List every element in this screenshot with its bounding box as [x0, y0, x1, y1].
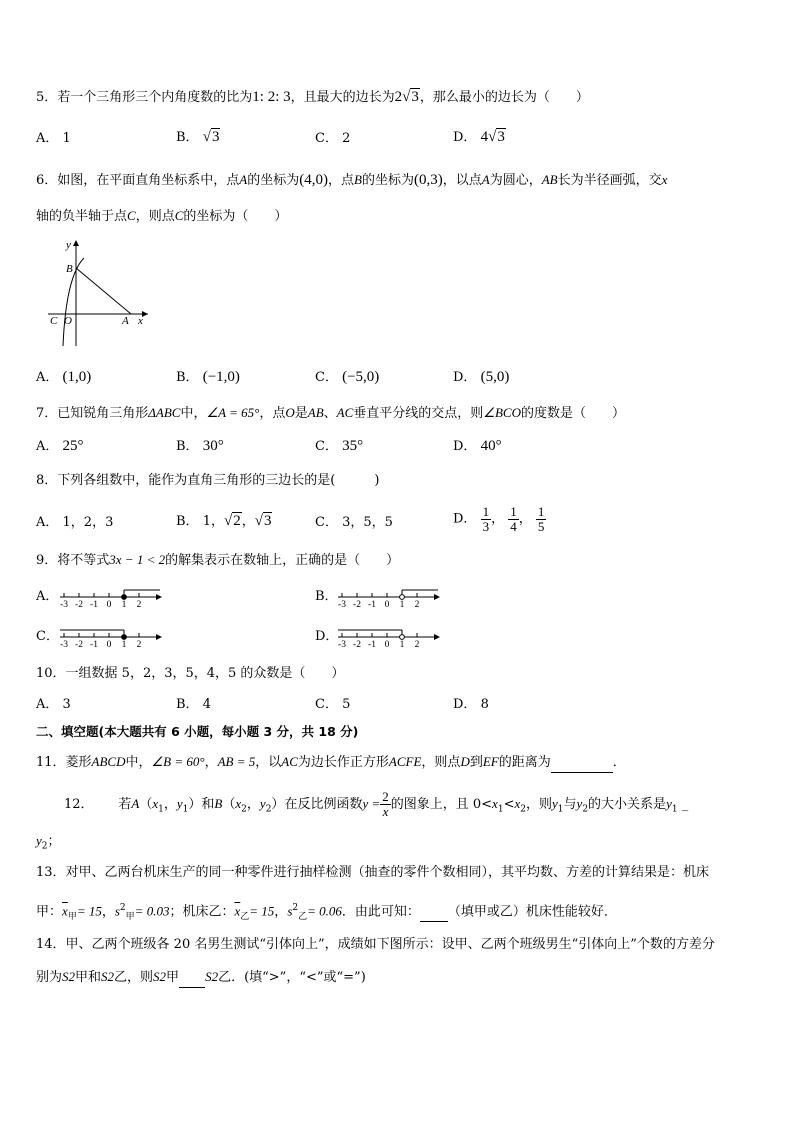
numberline-arrow: [156, 594, 162, 600]
q8-option-c[interactable]: C． 3，5，5: [315, 515, 393, 530]
q7-option-c[interactable]: C． 35°: [315, 438, 364, 454]
question-5: [36, 88, 589, 107]
numberline-tick-label: -1: [368, 600, 376, 610]
numberline-tick-label: -3: [60, 640, 68, 650]
q9-numberline-c: [58, 624, 168, 650]
numberline-tick-label: -2: [75, 600, 83, 610]
q10-option-d[interactable]: D． 8: [453, 697, 489, 712]
solution-endpoint: [122, 595, 127, 600]
numberline-arrow: [434, 594, 440, 600]
q5-option-a[interactable]: A． 1: [36, 131, 71, 146]
numberline-tick-label: 1: [121, 600, 127, 610]
q5-ratio: 1: 2: 3: [252, 89, 291, 105]
q10-option-b[interactable]: B． 4: [176, 697, 211, 712]
numberline-tick-label: -2: [353, 640, 361, 650]
q9-option-b[interactable]: B．: [315, 589, 338, 604]
q9-numberline-b: [336, 584, 446, 614]
q10-option-a[interactable]: A． 3: [36, 697, 71, 712]
question-8: 8．下列各组数中，能作为直角三角形的三边长的是( ): [36, 473, 380, 488]
q5-option-c[interactable]: C． 2: [315, 131, 351, 146]
question-14-line2: 别为S2甲和S2乙，则S2甲 S2乙．(填“>”，“<”或“=”): [36, 968, 366, 988]
q6-figure: [40, 236, 160, 351]
question-13-line1: 13．对甲、乙两台机床生产的同一种零件进行抽样检测（抽查的零件个数相同），其平均数、方差的计算结果是：机床: [36, 865, 710, 880]
q6-option-b[interactable]: B． (−1,0): [176, 369, 240, 385]
q8-option-a[interactable]: A． 1，2，3: [36, 515, 114, 530]
numberline-tick-label: -1: [368, 640, 376, 650]
numberline-tick-label: 0: [384, 640, 390, 650]
q6-label-x: x: [138, 315, 143, 327]
q6-x-arrow: [142, 311, 148, 317]
q14-answer-blank[interactable]: [179, 969, 205, 988]
q5-radical: 2√3: [394, 89, 419, 105]
section-heading: 二、填空题(本大题共有 6 小题，每小题 3 分，共 18 分): [36, 724, 359, 739]
q6-option-a[interactable]: A． (1,0): [36, 369, 92, 385]
solution-endpoint: [400, 595, 405, 600]
question-10: 10．一组数据 5，2，3，5，4，5 的众数是（ ）: [36, 666, 345, 681]
numberline-tick-label: -2: [353, 600, 361, 610]
numberline-tick-label: -3: [338, 600, 346, 610]
numberline-tick-label: -1: [90, 600, 98, 610]
q6-label-b: B: [66, 263, 73, 275]
q5-option-b[interactable]: B． √3: [176, 129, 220, 145]
q5-text: ，且最大的边长为: [290, 90, 395, 105]
solution-endpoint: [400, 635, 405, 640]
q6-segment-ab: [76, 268, 131, 314]
question-6-line1: 6．如图，在平面直角坐标系中，点A的坐标为(4,0)，点B的坐标为(0,3)，以点A为圆心，AB长为半径画弧，交x: [36, 172, 668, 188]
q6-label-y: y: [66, 239, 71, 251]
q6-y-arrow: [73, 240, 79, 246]
q11-answer-blank[interactable]: [551, 754, 613, 773]
numberline-tick-label: -1: [90, 640, 98, 650]
question-12: 12． 若$A(x_1$，$y_1$）和$B(x_2$，$y_2$）在反比例函数y = $\frac{2}{x}$ 的图象上，且 $0<x_1<x_2$，则$y_1$与$y_2$的大小关系是$y_1$ _: [64, 789, 689, 819]
question-11: 11．菱形ABCD中，∠B = 60°，AB = 5，以AC为边长作正方形ACFE，则点D到EF的距离为 ．: [36, 753, 626, 773]
question-14-line1: 14．甲、乙两个班级各 20 名男生测试“引体向上”，成绩如下图所示：设甲、乙两个班级男生“引体向上”个数的方差分: [36, 937, 715, 952]
q7-option-a[interactable]: A． 25°: [36, 438, 84, 454]
q9-numberline-d: [336, 624, 446, 654]
numberline-tick-label: 2: [136, 640, 142, 650]
q9-option-a[interactable]: A．: [36, 589, 59, 604]
q6-option-d[interactable]: D． (5,0): [453, 369, 510, 385]
solution-endpoint: [122, 635, 127, 640]
numberline-tick-label: -2: [75, 640, 83, 650]
q7-option-b[interactable]: B． 30°: [176, 438, 224, 454]
numberline-tick-label: 0: [106, 600, 112, 610]
numberline-tick-label: 0: [106, 640, 112, 650]
q9-numberline-a: [58, 584, 168, 610]
q6-option-c[interactable]: C． (−5,0): [315, 369, 380, 385]
question-9: 9．将不等式3x − 1 < 2的解集表示在数轴上，正确的是（ ）: [36, 552, 400, 568]
numberline-arrow: [156, 634, 162, 640]
q7-option-d[interactable]: D． 40°: [453, 438, 502, 454]
q13-answer-blank[interactable]: [420, 903, 448, 922]
q5-text: 5．若一个三角形三个内角度数的比为: [36, 90, 253, 105]
numberline-tick-label: 2: [414, 640, 420, 650]
q9-option-d[interactable]: D．: [315, 629, 339, 644]
numberline-tick-label: 1: [399, 640, 405, 650]
q10-option-c[interactable]: C． 5: [315, 697, 351, 712]
question-13-line2: 甲：$\overline{x}_甲= 15$，$s^2_甲= 0.03$；机床乙：$\overline{x}_乙= 15$，$s^2_乙= 0.06$．由此可知： （填甲或乙）机床性能较好．: [36, 903, 617, 922]
q5-text: ，那么最小的边长为（ ）: [419, 90, 589, 105]
numberline-tick-label: 2: [414, 600, 420, 610]
q8-option-d[interactable]: D． $\frac{1}{3}$ ， $\frac{1}{4}$ ， $\frac{1}{5}$: [453, 504, 545, 534]
question-12-line2: $y_2$；: [36, 833, 61, 852]
q6-label-c: C: [50, 315, 58, 327]
numberline-tick-label: -3: [338, 640, 346, 650]
question-6-line2: 轴的负半轴于点C，则点C的坐标为（ ）: [36, 208, 288, 224]
numberline-tick-label: 1: [399, 600, 405, 610]
q6-label-o: O: [64, 315, 72, 327]
q9-option-c[interactable]: C．: [36, 629, 59, 644]
q8-option-b[interactable]: B． 1，√2，√3: [176, 513, 272, 529]
question-7: 7．已知锐角三角形ΔABC中，∠A = 65°，点O是AB、AC垂直平分线的交点，则∠BCO的度数是（ ）: [36, 405, 625, 421]
numberline-tick-label: 2: [136, 600, 142, 610]
numberline-tick-label: -3: [60, 600, 68, 610]
q6-label-a: A: [122, 315, 129, 327]
numberline-tick-label: 1: [121, 640, 127, 650]
q5-option-d[interactable]: D． 4√3: [453, 129, 505, 145]
numberline-arrow: [434, 634, 440, 640]
numberline-tick-label: 0: [384, 600, 390, 610]
